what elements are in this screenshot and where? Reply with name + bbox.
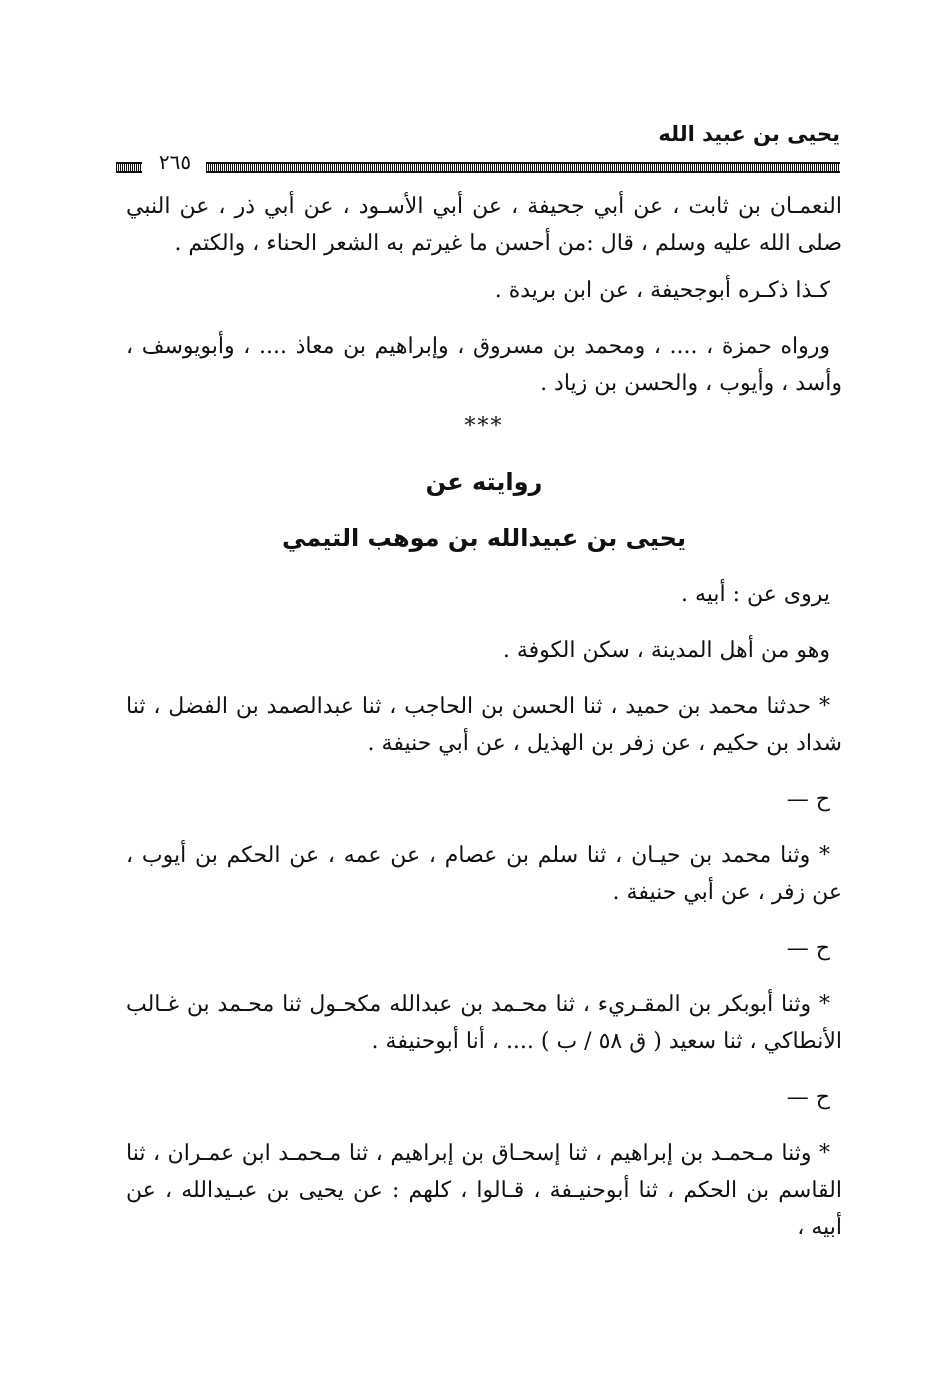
narration-paragraph: * وثنا أبوبكر بن المقـريء ، ثنا محـمد بن عبدالله مكحـول ثنا محـمد بن غـالب الأنطاكي ، ثنا سعيد ( ق ٥٨ / ب ) .... ، أنا أبوحنيفة . bbox=[126, 992, 842, 1054]
paragraph: وهو من أهل المدينة ، سكن الكوفة . bbox=[502, 638, 830, 663]
section-subheading: يحيى بن عبيدالله بن موهب التيمي bbox=[282, 524, 686, 552]
section-heading: روايته عن bbox=[425, 468, 543, 496]
narration-paragraph: * وثنا مـحمـد بن إبراهيم ، ثنا إسحـاق بن إبراهيم ، ثنا مـحمـد ابن عمـران ، ثنا القاسم بن الحكم ، ثنا أبوحنيـفة ، قـالوا ، كلهم : عن يحيى بن عبـيدالله ، عن أبيه ، bbox=[126, 1141, 842, 1240]
section-divider-stars: *** bbox=[464, 414, 504, 439]
narration-separator: ح — bbox=[786, 787, 830, 812]
paragraph: النعمـان بن ثابت ، عن أبي جحيفة ، عن أبي الأسـود ، عن أبي ذر ، عن النبي صلى الله عليه وسلم ، قال :من أحسن ما غيرتم به الشعر الحناء ، والكتم . bbox=[126, 194, 842, 256]
paragraph: ورواه حمزة ، .... ، ومحمد بن مسروق ، وإبراهيم بن معاذ .... ، وأبويوسف ، وأسد ، وأيوب ، والحسن بن زياد . bbox=[126, 334, 842, 396]
paragraph: كـذا ذكـره أبوجحيفة ، عن ابن بريدة . bbox=[494, 278, 830, 303]
rule-right-segment bbox=[206, 162, 840, 173]
page-body bbox=[126, 188, 842, 1246]
narration-paragraph: * وثنا محمد بن حيـان ، ثنا سلم بن عصام ، عن عمه ، عن الحكم بن أيوب ، عن زفر ، عن أبي حنيفة . bbox=[126, 843, 842, 905]
narration-separator: ح — bbox=[786, 1085, 830, 1110]
narration-paragraph: * حدثنا محمد بن حميد ، ثنا الحسن بن الحاجب ، ثنا عبدالصمد بن الفضل ، ثنا شداد بن حكيم ، عن زفر بن الهذيل ، عن أبي حنيفة . bbox=[126, 694, 842, 756]
paragraph: يروى عن : أبيه . bbox=[680, 582, 830, 607]
header-rule bbox=[116, 150, 840, 180]
running-title: يحيى بن عبيد الله bbox=[658, 122, 840, 146]
rule-left-segment bbox=[116, 162, 142, 173]
page-number: ٢٦٥ bbox=[144, 150, 206, 174]
narration-separator: ح — bbox=[786, 936, 830, 961]
